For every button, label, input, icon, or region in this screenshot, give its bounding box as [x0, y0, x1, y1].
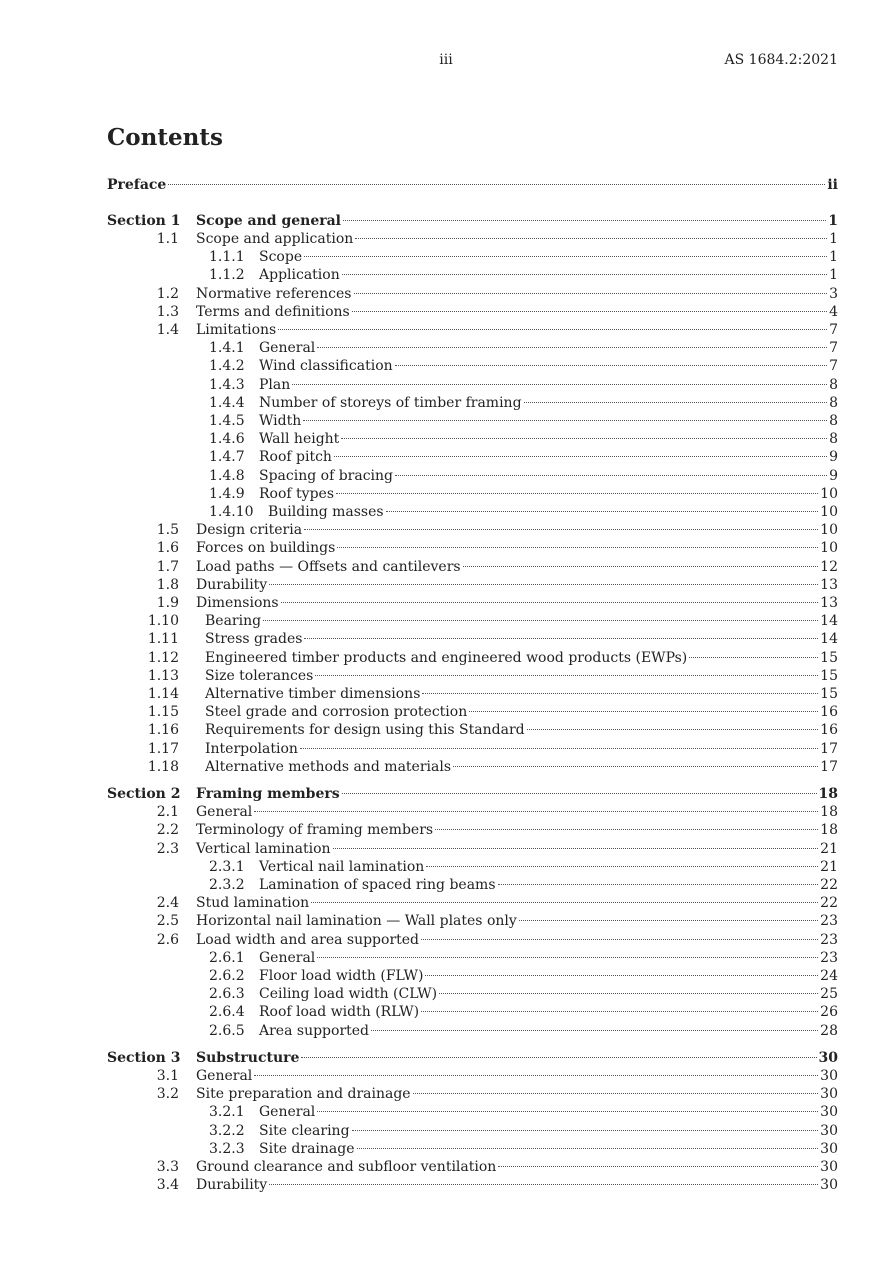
toc-entry[interactable]: [196, 803, 838, 821]
page-number: iii: [439, 52, 453, 68]
toc-entry-title: Area supported: [259, 1022, 370, 1039]
toc-entry-number: 1.4.1: [209, 340, 245, 357]
toc-entry[interactable]: [205, 649, 838, 667]
toc-entry-page: 30: [818, 1049, 838, 1066]
dot-leader: [311, 902, 818, 903]
dot-leader: [498, 884, 819, 885]
toc-entry-number: 3.2.2: [209, 1122, 245, 1139]
toc-entry-number: 1.4.8: [209, 467, 245, 484]
toc-entry[interactable]: [196, 1049, 838, 1067]
toc-entry-number: 2.6.1: [209, 949, 245, 966]
toc-entry-number: 1.1.2: [209, 267, 245, 284]
toc-entry-number: 2.3: [156, 840, 179, 857]
toc-entry-page: 21: [820, 858, 838, 875]
toc-entry-number: 2.1: [156, 804, 179, 821]
toc-entry-page: 10: [820, 485, 838, 502]
toc-entry-number: 3.2: [156, 1086, 179, 1103]
toc-entry-number: 1.4.3: [209, 376, 245, 393]
toc-entry-page: ii: [827, 177, 838, 193]
dot-leader: [371, 1030, 818, 1031]
dot-leader: [317, 347, 827, 348]
toc-entry-page: 17: [820, 740, 838, 757]
toc-entry-title: Interpolation: [205, 740, 298, 757]
toc-entry[interactable]: [205, 721, 838, 739]
dot-leader: [352, 1130, 819, 1131]
toc-entry-page: 4: [829, 303, 838, 320]
toc-entry[interactable]: [196, 230, 838, 248]
toc-entry-number: 2.6.2: [209, 967, 245, 984]
toc-entry[interactable]: [259, 876, 838, 894]
toc-entry-number: 2.6.3: [209, 986, 245, 1003]
toc-entry-number: 1.9: [156, 594, 179, 611]
toc-entry[interactable]: [259, 1140, 838, 1158]
toc-entry-title: Alternative timber dimensions: [205, 685, 421, 702]
toc-entry-page: 30: [820, 1122, 838, 1139]
toc-entry-title: Stress grades: [205, 631, 303, 648]
toc-entry-title: Design criteria: [196, 522, 303, 539]
toc-entry-page: 30: [820, 1086, 838, 1103]
page-title: Contents: [107, 124, 223, 151]
toc-entry-number: 2.6.4: [209, 1004, 245, 1021]
toc-entry-page: 26: [820, 1004, 838, 1021]
dot-leader: [263, 620, 818, 621]
dot-leader: [498, 1166, 818, 1167]
toc-entry-number: 1.4.7: [209, 449, 245, 466]
toc-entry-page: 23: [820, 949, 838, 966]
dot-leader: [342, 793, 817, 794]
toc-entry[interactable]: [259, 394, 838, 412]
dot-leader: [421, 939, 818, 940]
toc-entry-title: Size tolerances: [205, 667, 314, 684]
toc-entry[interactable]: [268, 503, 838, 521]
toc-entry-title: General: [259, 340, 316, 357]
toc-entry-number: 1.15: [147, 704, 179, 721]
toc-entry-number: 1.5: [156, 522, 179, 539]
toc-entry-title: Roof pitch: [259, 449, 332, 466]
toc-entry-title: Alternative methods and materials: [205, 758, 452, 775]
toc-entry[interactable]: [259, 266, 838, 284]
dot-leader: [386, 511, 819, 512]
toc-entry-number: 1.10: [147, 613, 179, 630]
toc-entry-page: 12: [820, 558, 838, 575]
toc-entry[interactable]: [259, 485, 838, 503]
toc-entry-page: 7: [829, 340, 838, 357]
toc-entry-title: Number of storeys of timber framing: [259, 394, 522, 411]
toc-entry-page: 22: [820, 895, 838, 912]
toc-entry-page: 17: [820, 758, 838, 775]
dot-leader: [422, 693, 818, 694]
toc-entry-title: Terminology of framing members: [196, 822, 434, 839]
toc-entry-title: General: [259, 949, 316, 966]
toc-entry-page: 7: [829, 358, 838, 375]
toc-entry-title: Durability: [196, 1177, 268, 1194]
toc-entry-title: Application: [259, 267, 340, 284]
toc-entry[interactable]: [259, 967, 838, 985]
toc-entry-number: 1.4: [156, 321, 179, 338]
toc-entry[interactable]: [205, 703, 838, 721]
toc-entry-page: 22: [820, 876, 838, 893]
toc-entry-number: 1.4.6: [209, 431, 245, 448]
toc-entry[interactable]: [259, 376, 838, 394]
toc-entry[interactable]: [259, 248, 838, 266]
toc-entry[interactable]: [205, 758, 838, 776]
dot-leader: [301, 1057, 816, 1058]
dot-leader: [395, 365, 827, 366]
dot-leader: [317, 1111, 818, 1112]
toc-entry-number: 1.6: [156, 540, 179, 557]
toc-entry-number: 3.3: [156, 1158, 179, 1175]
toc-entry-number: 1.3: [156, 303, 179, 320]
dot-leader: [453, 766, 818, 767]
toc-entry[interactable]: [196, 1158, 838, 1176]
toc-entry-page: 9: [829, 449, 838, 466]
toc-entry[interactable]: [259, 412, 838, 430]
toc-entry-page: 23: [820, 931, 838, 948]
toc-entry-number: 1.4.5: [209, 412, 245, 429]
toc-entry[interactable]: [205, 630, 838, 648]
dot-leader: [292, 384, 827, 385]
dot-leader: [333, 848, 819, 849]
dot-leader: [395, 475, 827, 476]
toc-entry-page: 1: [829, 267, 838, 284]
toc-entry-number: 1.13: [147, 667, 179, 684]
toc-entry-title: General: [259, 1104, 316, 1121]
toc-entry-number: 2.2: [156, 822, 179, 839]
toc-entry-page: 30: [820, 1140, 838, 1157]
dot-leader: [524, 402, 828, 403]
toc-entry-title: Dimensions: [196, 594, 279, 611]
toc-entry-number: Section 3: [107, 1049, 181, 1066]
toc-entry-page: 30: [820, 1104, 838, 1121]
toc-entry-number: 1.14: [147, 685, 179, 702]
toc-entry-number: 1.11: [147, 631, 179, 648]
toc-entry-title: Load paths — Offsets and cantilevers: [196, 558, 461, 575]
toc-entry-number: 1.8: [156, 576, 179, 593]
dot-leader: [304, 256, 827, 257]
toc-entry-title: Bearing: [205, 613, 262, 630]
toc-entry[interactable]: [196, 931, 838, 949]
toc-entry-title: Wall height: [259, 431, 340, 448]
toc-entry-page: 1: [828, 212, 838, 229]
toc-entry-title: Scope: [259, 249, 303, 266]
toc-entry-page: 10: [820, 540, 838, 557]
toc-entry[interactable]: [259, 1103, 838, 1121]
toc-entry[interactable]: [196, 840, 838, 858]
toc-entry-title: General: [196, 1067, 253, 1084]
dot-leader: [527, 729, 819, 730]
toc-entry-page: 15: [820, 685, 838, 702]
toc-entry[interactable]: [196, 785, 838, 803]
toc-entry[interactable]: [196, 594, 838, 612]
toc-entry[interactable]: [259, 1003, 838, 1021]
dot-leader: [315, 675, 818, 676]
dot-leader: [439, 993, 818, 994]
toc-entry-number: 1.18: [147, 758, 179, 775]
toc-entry-page: 30: [820, 1067, 838, 1084]
toc-entry-page: 8: [829, 431, 838, 448]
dot-leader: [304, 529, 818, 530]
toc-entry-number: Section 2: [107, 785, 181, 802]
toc-entry[interactable]: [196, 1067, 838, 1085]
dot-leader: [269, 584, 818, 585]
toc-entry[interactable]: [259, 949, 838, 967]
toc-entry-page: 16: [820, 722, 838, 739]
toc-entry-number: 2.5: [156, 913, 179, 930]
toc-entry-page: 18: [818, 785, 838, 802]
toc-entry-page: 14: [820, 613, 838, 630]
toc-entry-title: Preface: [107, 177, 167, 193]
toc-entry-title: Limitations: [196, 321, 277, 338]
dot-leader: [300, 748, 818, 749]
toc-entry-title: Building masses: [268, 503, 384, 520]
toc-entry-page: 10: [820, 503, 838, 520]
dot-leader: [425, 975, 818, 976]
dot-leader: [254, 1075, 818, 1076]
toc-entry-page: 15: [820, 649, 838, 666]
toc-entry-number: 1.4.9: [209, 485, 245, 502]
dot-leader: [354, 293, 828, 294]
toc-entry-title: Normative references: [196, 285, 352, 302]
toc-entry-title: Wind classification: [259, 358, 393, 375]
toc-entry-number: 2.3.1: [209, 858, 245, 875]
toc-entry-number: 1.4.10: [209, 503, 254, 520]
dot-leader: [334, 456, 827, 457]
dot-leader: [343, 220, 826, 221]
toc-entry-title: Terms and definitions: [196, 303, 350, 320]
toc-entry-number: 3.1: [156, 1067, 179, 1084]
toc-entry[interactable]: [196, 821, 838, 839]
dot-leader: [352, 311, 827, 312]
toc-entry-title: Roof types: [259, 485, 334, 502]
toc-entry-number: 3.2.1: [209, 1104, 245, 1121]
toc-entry-title: Floor load width (FLW): [259, 967, 424, 984]
toc-entry-title: Stud lamination: [196, 895, 310, 912]
toc-entry-page: 30: [820, 1158, 838, 1175]
toc-entry-number: 1.4.2: [209, 358, 245, 375]
toc-entry-title: Roof load width (RLW): [259, 1004, 420, 1021]
toc-entry-title: Width: [259, 412, 302, 429]
toc-entry-page: 30: [820, 1177, 838, 1194]
toc-entry-title: Vertical nail lamination: [259, 858, 425, 875]
dot-leader: [168, 184, 825, 185]
toc-entry-number: 2.6.5: [209, 1022, 245, 1039]
toc-entry-page: 18: [820, 804, 838, 821]
toc-entry-title: Framing members: [196, 785, 340, 802]
dot-leader: [341, 438, 827, 439]
toc-entry-title: Engineered timber products and engineered wood products (EWPs): [205, 649, 688, 666]
toc-entry-number: 1.1.1: [209, 249, 245, 266]
dot-leader: [355, 238, 827, 239]
toc-entry-page: 1: [829, 230, 838, 247]
toc-entry[interactable]: [205, 612, 838, 630]
toc-entry-page: 13: [820, 594, 838, 611]
toc-entry[interactable]: [259, 1022, 838, 1040]
toc-entry-title: Substructure: [196, 1049, 300, 1066]
toc-entry-number: 1.2: [156, 285, 179, 302]
toc-entry[interactable]: [196, 285, 838, 303]
toc-entry-title: Spacing of bracing: [259, 467, 394, 484]
dot-leader: [303, 420, 827, 421]
dot-leader: [269, 1184, 818, 1185]
toc-entry-page: 9: [829, 467, 838, 484]
toc-entry[interactable]: [259, 357, 838, 375]
toc-entry-page: 1: [829, 249, 838, 266]
dot-leader: [317, 957, 818, 958]
toc-entry-title: Load width and area supported: [196, 931, 420, 948]
toc-entry[interactable]: [259, 858, 838, 876]
toc-entry-page: 23: [820, 913, 838, 930]
toc-entry[interactable]: [196, 1176, 838, 1194]
toc-entry[interactable]: [196, 558, 838, 576]
toc-entry[interactable]: [196, 321, 838, 339]
standard-designation: AS 1684.2:2021: [724, 52, 838, 68]
toc-entry-page: 13: [820, 576, 838, 593]
toc-entry[interactable]: [259, 448, 838, 466]
toc-entry-title: General: [196, 804, 253, 821]
toc-entry-title: Lamination of spaced ring beams: [259, 876, 496, 893]
toc-entry-title: Durability: [196, 576, 268, 593]
toc-entry-title: Horizontal nail lamination — Wall plates only: [196, 913, 517, 930]
toc-entry[interactable]: [196, 894, 838, 912]
toc-entry-page: 8: [829, 394, 838, 411]
toc-entry-page: 8: [829, 412, 838, 429]
dot-leader: [421, 1011, 818, 1012]
toc-entry-title: Scope and general: [196, 212, 342, 229]
toc-entry[interactable]: [205, 740, 838, 758]
toc-entry[interactable]: [205, 685, 838, 703]
toc-entry[interactable]: [196, 303, 838, 321]
toc-entry-page: 14: [820, 631, 838, 648]
toc-entry[interactable]: [259, 985, 838, 1003]
toc-entry[interactable]: [259, 339, 838, 357]
toc-entry-page: 21: [820, 840, 838, 857]
toc-entry-number: 2.6: [156, 931, 179, 948]
toc-entry-title: Site preparation and drainage: [196, 1086, 411, 1103]
toc-entry-title: Scope and application: [196, 230, 354, 247]
toc-entry-title: Vertical lamination: [196, 840, 331, 857]
toc-entry-title: Plan: [259, 376, 291, 393]
toc-entry-title: Site clearing: [259, 1122, 350, 1139]
toc-entry-number: Section 1: [107, 212, 181, 229]
toc-entry[interactable]: [259, 467, 838, 485]
toc-entry[interactable]: [196, 576, 838, 594]
toc-entry-page: 8: [829, 376, 838, 393]
toc-entry[interactable]: [107, 176, 838, 194]
toc-entry-number: 1.12: [147, 649, 179, 666]
toc-entry[interactable]: [196, 912, 838, 930]
dot-leader: [689, 657, 818, 658]
dot-leader: [254, 811, 818, 812]
toc-entry-title: Steel grade and corrosion protection: [205, 704, 468, 721]
dot-leader: [519, 920, 818, 921]
toc-entry-number: 1.16: [147, 722, 179, 739]
dot-leader: [337, 547, 818, 548]
toc-entry-title: Forces on buildings: [196, 540, 336, 557]
toc-entry-page: 3: [829, 285, 838, 302]
toc-entry-number: 1.4.4: [209, 394, 245, 411]
dot-leader: [281, 602, 819, 603]
dot-leader: [413, 1093, 819, 1094]
toc-entry-title: Ceiling load width (CLW): [259, 986, 438, 1003]
toc-entry[interactable]: [259, 1122, 838, 1140]
dot-leader: [342, 274, 827, 275]
toc-entry[interactable]: [205, 667, 838, 685]
dot-leader: [357, 1148, 819, 1149]
dot-leader: [435, 829, 818, 830]
dot-leader: [336, 493, 818, 494]
toc-entry-page: 25: [820, 986, 838, 1003]
toc-entry[interactable]: [196, 539, 838, 557]
toc-entry-page: 15: [820, 667, 838, 684]
toc-entry-number: 1.17: [147, 740, 179, 757]
toc-entry-page: 16: [820, 704, 838, 721]
toc-entry-title: Site drainage: [259, 1140, 355, 1157]
toc-entry[interactable]: [196, 1085, 838, 1103]
toc-entry-number: 1.1: [156, 230, 179, 247]
toc-entry-number: 2.4: [156, 895, 179, 912]
dot-leader: [463, 566, 819, 567]
dot-leader: [278, 329, 827, 330]
toc-entry-page: 7: [829, 321, 838, 338]
toc-entry-title: Ground clearance and subfloor ventilation: [196, 1158, 497, 1175]
dot-leader: [426, 866, 818, 867]
toc-entry-page: 18: [820, 822, 838, 839]
toc-entry-page: 24: [820, 967, 838, 984]
toc-entry-page: 28: [820, 1022, 838, 1039]
toc-entry-number: 3.4: [156, 1177, 179, 1194]
toc-entry-page: 10: [820, 522, 838, 539]
dot-leader: [469, 711, 818, 712]
toc-entry-number: 2.3.2: [209, 876, 245, 893]
toc-entry-title: Requirements for design using this Standard: [205, 722, 525, 739]
toc-entry[interactable]: [196, 212, 838, 230]
toc-entry-number: 1.7: [156, 558, 179, 575]
toc-entry[interactable]: [259, 430, 838, 448]
toc-entry-number: 3.2.3: [209, 1140, 245, 1157]
dot-leader: [304, 638, 818, 639]
toc-entry[interactable]: [196, 521, 838, 539]
